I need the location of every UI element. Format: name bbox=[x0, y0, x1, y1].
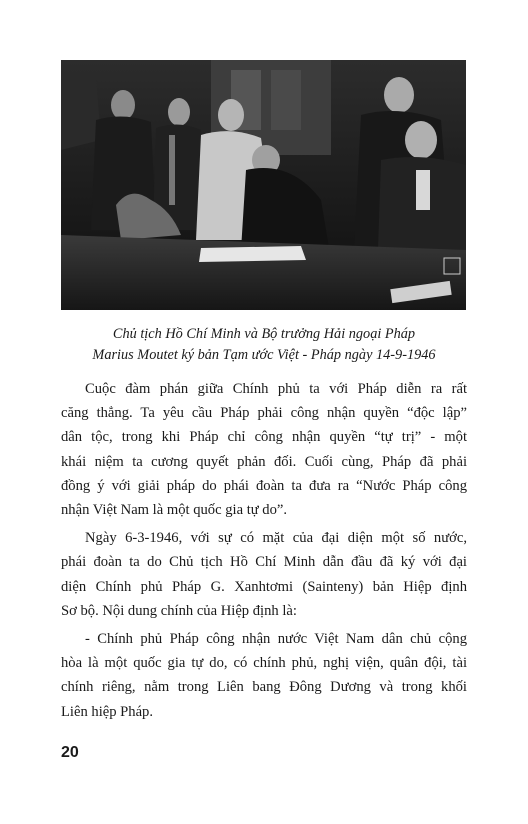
caption-line-1: Chủ tịch Hồ Chí Minh và Bộ trưởng Hải ngoại Pháp bbox=[112, 326, 416, 342]
text-line: căng thẳng. Ta yêu cầu Pháp phải công nhận quyền “độc lập” bbox=[61, 405, 467, 422]
text-line: phái đoàn ta do Chủ tịch Hồ Chí Minh dẫn đầu đã ký với đại bbox=[61, 554, 467, 571]
paragraph-2 bbox=[61, 526, 467, 623]
page-number: 20 bbox=[61, 744, 79, 761]
body-text bbox=[61, 377, 467, 728]
historical-photo bbox=[61, 60, 466, 310]
text-line: Liên hiệp Pháp. bbox=[61, 703, 154, 720]
text-line: Sơ bộ. Nội dung chính của Hiệp định là: bbox=[61, 602, 297, 619]
text-line: chính riêng, nằm trong Liên bang Đông Dương và trong khối bbox=[61, 679, 467, 696]
text-line: đồng ý với giải pháp do phái đoàn ta đưa ra “Nước Pháp công bbox=[61, 477, 467, 494]
paragraph-3 bbox=[61, 627, 467, 724]
text-line: Cuộc đàm phán giữa Chính phủ ta với Pháp diễn ra rất bbox=[85, 381, 467, 397]
text-line: nhận Việt Nam là một quốc gia tự do”. bbox=[61, 502, 288, 519]
caption-line-2: Marius Moutet ký bản Tạm ước Việt - Pháp ngày 14-9-1946 bbox=[92, 347, 436, 363]
text-line: Ngày 6-3-1946, với sự có mặt của đại diện một số nước, bbox=[85, 530, 467, 547]
text-line: - Chính phủ Pháp công nhận nước Việt Nam dân chủ cộng bbox=[85, 631, 467, 648]
text-line: hòa là một quốc gia tự do, có chính phủ, nghị viện, quân đội, tài bbox=[61, 655, 467, 672]
paragraph-1 bbox=[61, 377, 467, 522]
text-line: dân tộc, trong khi Pháp chỉ công nhận quyền “tự trị” - một bbox=[61, 429, 467, 446]
text-line: diện Chính phủ Pháp G. Xanhtơmi (Sainteny) bản Hiệp định bbox=[61, 578, 467, 595]
text-line: khái niệm ta cương quyết phản đối. Cuối cùng, Pháp đã phải bbox=[61, 453, 467, 470]
photo-caption bbox=[60, 324, 468, 366]
historical-photo-icon bbox=[61, 60, 466, 310]
